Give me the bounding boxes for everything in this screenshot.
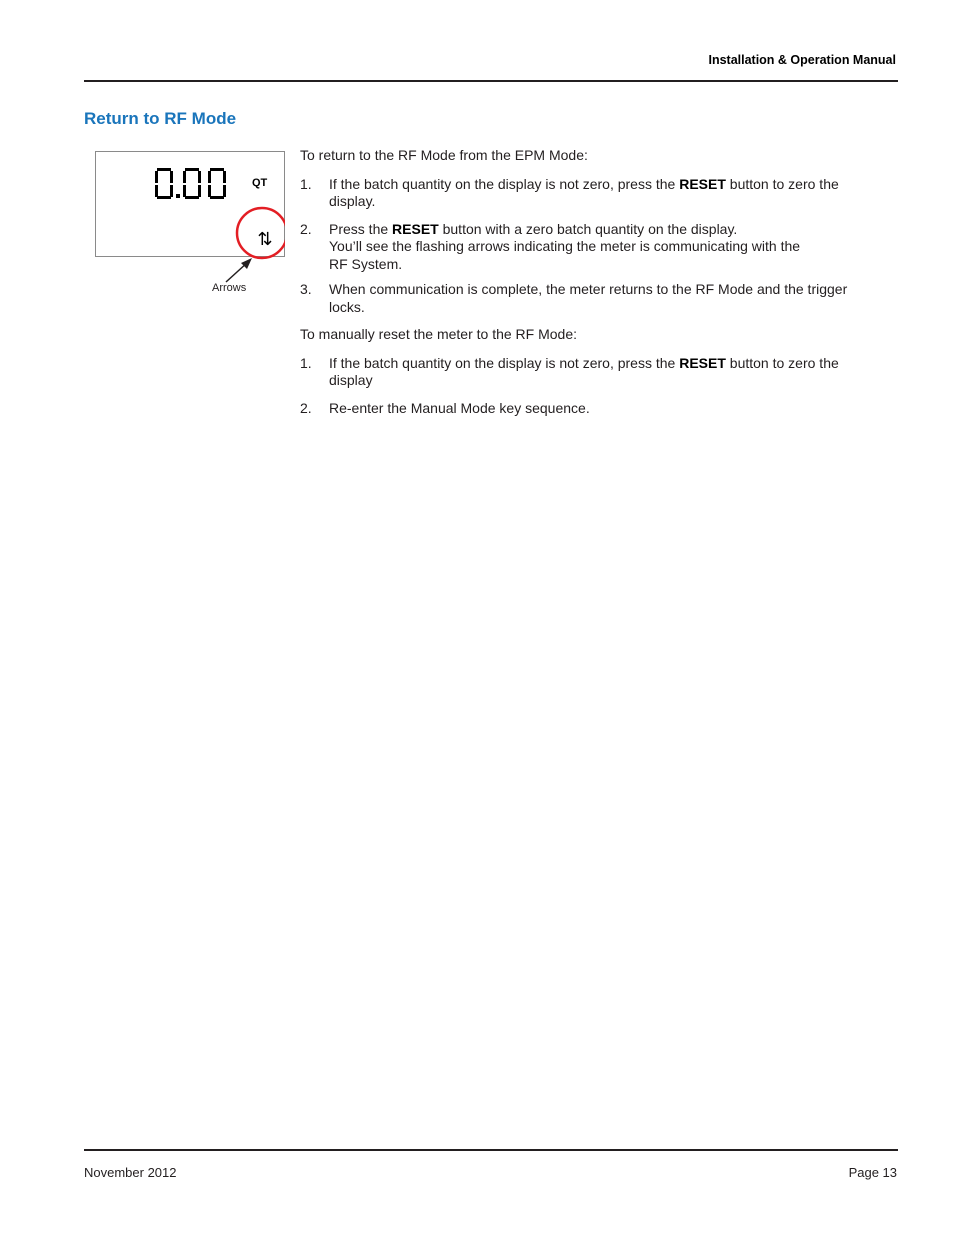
step-text: Re-enter the Manual Mode key sequence.: [329, 399, 590, 416]
manual-reset-intro: To manually reset the meter to the RF Mode:: [300, 326, 578, 342]
step-text: Press the: [329, 220, 393, 237]
step-text: If the batch quantity on the display is not zero, press the: [329, 354, 680, 371]
step-text: button to zero the display.: [329, 175, 839, 209]
arrows-icon: ⇅: [257, 229, 273, 250]
footer-rule: [84, 1149, 898, 1151]
page-number: Page 13: [848, 1165, 897, 1180]
step-number: 3.: [300, 281, 312, 297]
footer-date: November 2012: [84, 1165, 177, 1180]
step-text: button with a zero batch quantity on the display.: [438, 220, 738, 237]
highlight-circle: [237, 208, 285, 258]
step-number: 1.: [300, 354, 312, 371]
callout-overlay: [95, 151, 285, 296]
step-text: If the batch quantity on the display is not zero, press the: [329, 175, 680, 192]
body-text: [300, 147, 870, 417]
step-text: You’ll see the flashing arrows indicating the meter is communicating with the: [329, 238, 801, 254]
arrows-callout-label: Arrows: [212, 282, 247, 294]
list-item: [300, 400, 870, 418]
lcd-display-figure: [95, 151, 285, 296]
reset-keyword: RESET: [392, 220, 439, 237]
manual-title: Installation & Operation Manual: [708, 53, 896, 67]
step-text: button to zero the display: [329, 354, 839, 388]
manual-steps-list: [300, 355, 870, 418]
step-number: 1.: [300, 175, 312, 192]
header-rule: [84, 80, 898, 82]
return-steps-list: [300, 176, 870, 317]
step-number: 2.: [300, 399, 312, 416]
list-item: [300, 176, 870, 211]
list-item: [300, 221, 870, 274]
unit-label: QT: [252, 177, 268, 189]
list-item: [300, 281, 870, 316]
section-heading: Return to RF Mode: [84, 109, 237, 128]
list-item: [300, 355, 870, 390]
step-text: RF System.: [329, 255, 403, 272]
step-number: 2.: [300, 220, 312, 237]
step-text: When communication is complete, the meter returns to the RF Mode and the trigger locks.: [329, 281, 848, 315]
reset-keyword: RESET: [679, 354, 726, 371]
intro-paragraph: To return to the RF Mode from the EPM Mode:: [300, 147, 588, 163]
reset-keyword: RESET: [679, 175, 726, 192]
